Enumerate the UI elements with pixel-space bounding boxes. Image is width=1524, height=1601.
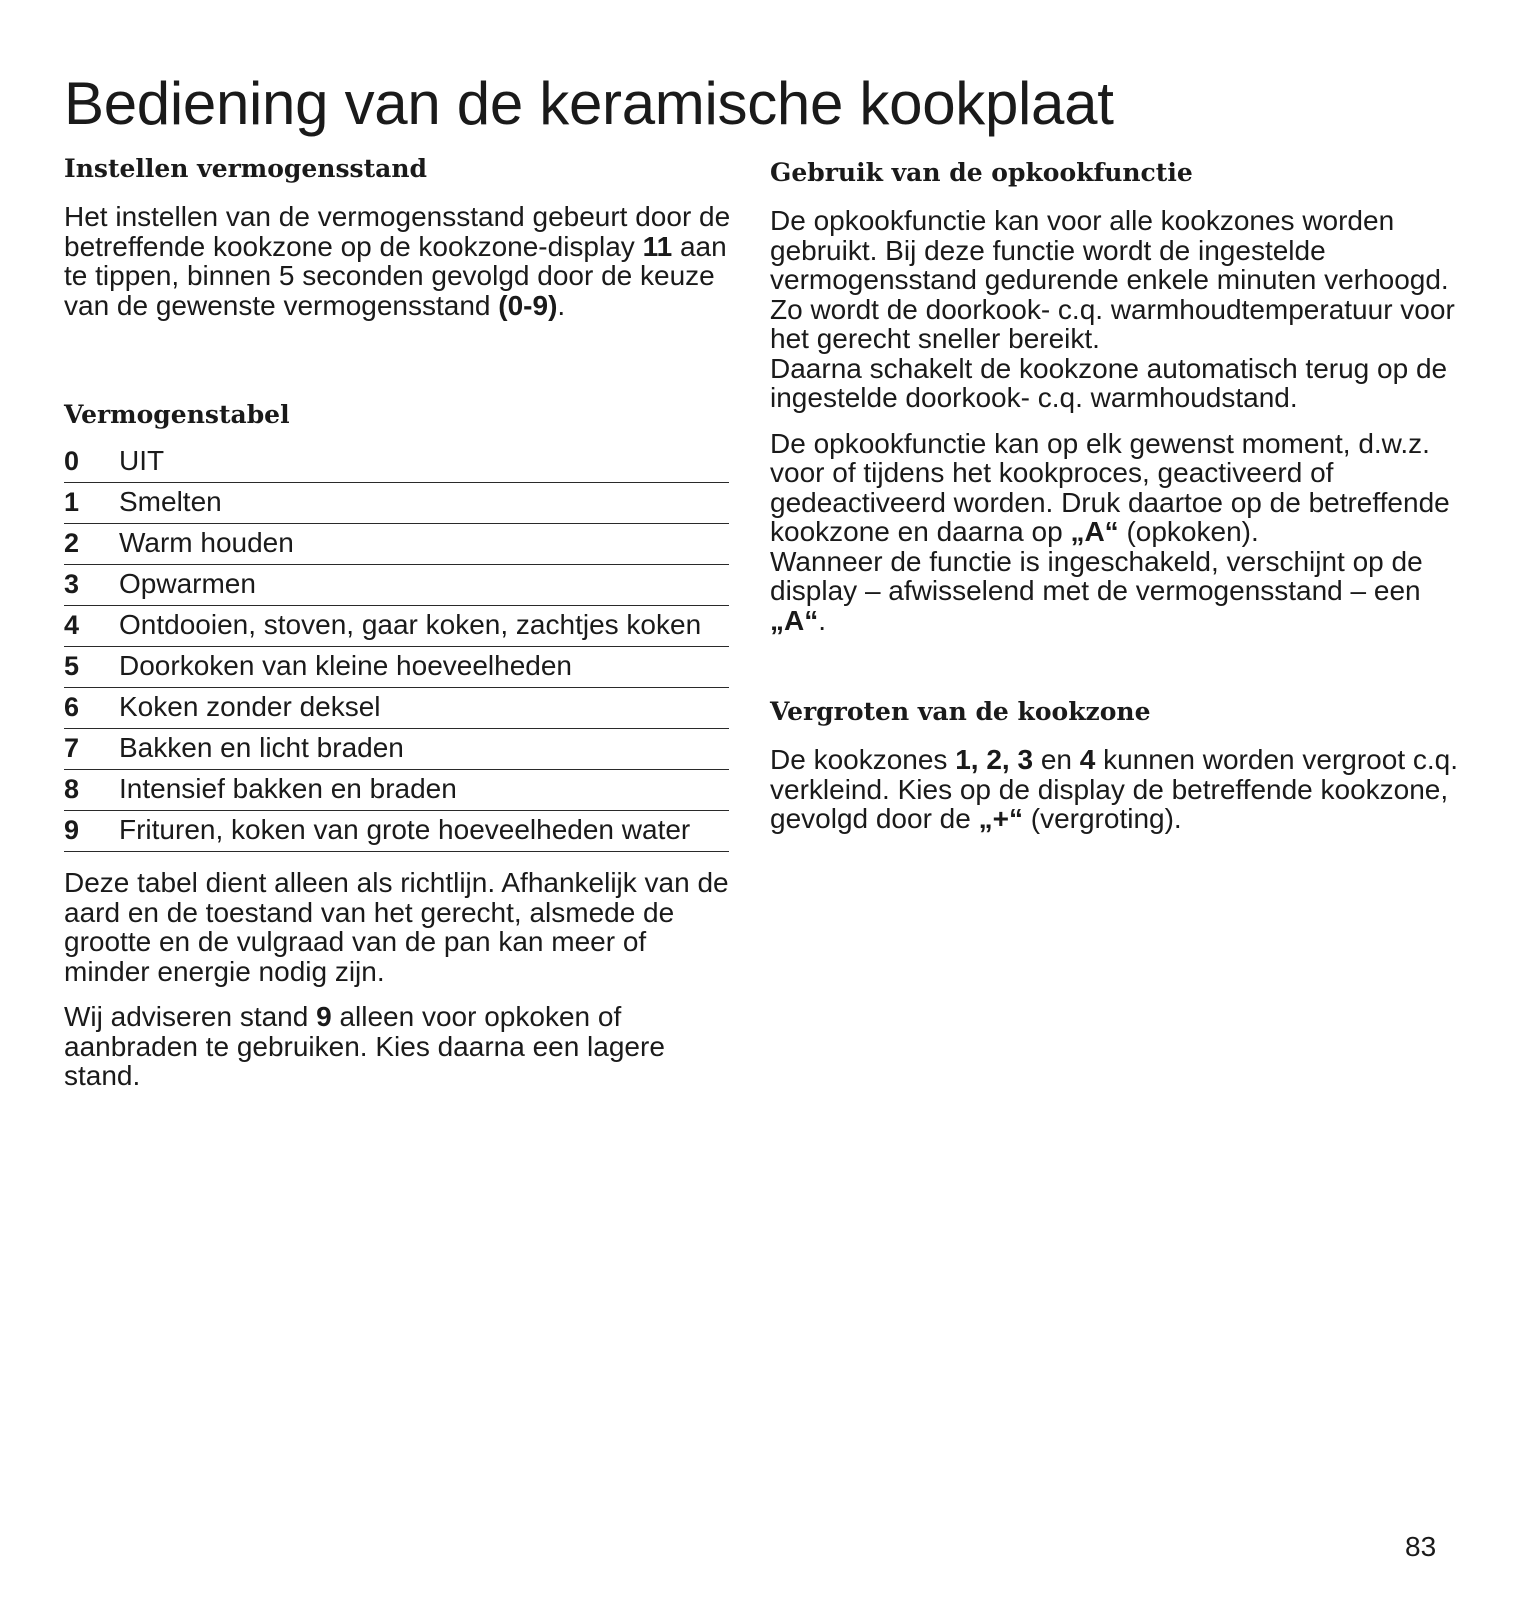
- left-column: [64, 152, 734, 1091]
- row-description: Intensief bakken en braden: [119, 773, 457, 804]
- row-description: Koken zonder deksel: [119, 691, 381, 722]
- power-table: [64, 442, 729, 852]
- table-row: [64, 442, 729, 483]
- row-level-number: 8: [64, 774, 80, 804]
- row-description: Opwarmen: [119, 568, 256, 599]
- table-row: [64, 524, 729, 565]
- opkook-paragraph-2: Zo wordt de doorkook- c.q. warmhoudtemperatuur voor het gerecht sneller bereikt.: [770, 293, 1455, 354]
- heading-instellen: Instellen vermogensstand: [64, 154, 428, 183]
- row-level-number: 5: [64, 651, 80, 681]
- heading-vergroten: Vergroten van de kookzone: [770, 697, 1151, 726]
- table-row: [64, 606, 729, 647]
- row-description: Doorkoken van kleine hoeveelheden: [119, 650, 572, 681]
- row-level-number: 6: [64, 692, 80, 722]
- instellen-paragraph: Het instellen van de vermogensstand gebeurt door de betreffende kookzone op de kookzone-display 11 aan te tippen, binnen 5 seconden gevolgd door de keuze van de gewenste vermogensstand (0-9).: [64, 201, 731, 321]
- opkook-paragraph-4: De opkookfunctie kan op elk gewenst moment, d.w.z. voor of tijdens het kookproces, geactiveerd of gedeactiveerd worden. Druk daartoe op de betreffende kookzone en daarna op „A“ (opkoken).: [770, 427, 1450, 547]
- row-description: Warm houden: [119, 527, 294, 558]
- row-level-number: 3: [64, 569, 80, 599]
- page-title: Bediening van de keramische kookplaat: [64, 70, 1114, 137]
- row-description: Ontdooien, stoven, gaar koken, zachtjes koken: [119, 609, 702, 640]
- row-level-number: 7: [64, 733, 80, 763]
- right-column: [770, 156, 1460, 834]
- table-note: Deze tabel dient alleen als richtlijn. Afhankelijk van de aard en de toestand van het gerecht, alsmede de grootte en de vulgraad van de pan kan meer of minder energie nodig zijn.: [64, 867, 729, 987]
- row-description: UIT: [119, 445, 165, 476]
- table-row: [64, 729, 729, 770]
- heading-opkookfunctie: Gebruik van de opkookfunctie: [770, 158, 1193, 187]
- table-row: [64, 483, 729, 524]
- opkook-paragraph-5: Wanneer de functie is ingeschakeld, verschijnt op de display – afwisselend met de vermogensstand – een „A“.: [770, 545, 1423, 636]
- row-level-number: 2: [64, 528, 80, 558]
- row-level-number: 4: [64, 610, 80, 640]
- row-description: Smelten: [119, 486, 222, 517]
- row-level-number: 0: [64, 446, 80, 476]
- table-row: [64, 770, 729, 811]
- table-row: [64, 811, 729, 852]
- row-description: Bakken en licht braden: [119, 732, 404, 763]
- table-row: [64, 688, 729, 729]
- table-row: [64, 647, 729, 688]
- row-level-number: 1: [64, 487, 80, 517]
- row-description: Frituren, koken van grote hoeveelheden water: [119, 814, 691, 845]
- table-row: [64, 565, 729, 606]
- opkook-paragraph-1: De opkookfunctie kan voor alle kookzones worden gebruikt. Bij deze functie wordt de ingestelde vermogensstand gedurende enkele minuten verhoogd.: [770, 205, 1449, 295]
- page-number: 83: [1405, 1531, 1437, 1562]
- vergroten-paragraph: De kookzones 1, 2, 3 en 4 kunnen worden vergroot c.q. verkleind. Kies op de display de betreffende kookzone, gevolgd door de „+“ (vergroting).: [770, 744, 1459, 834]
- opkook-paragraph-3: Daarna schakelt de kookzone automatisch terug op de ingestelde doorkook- c.q. warmhoudstand.: [770, 352, 1448, 413]
- row-level-number: 9: [64, 815, 80, 845]
- advice-paragraph: Wij adviseren stand 9 alleen voor opkoken of aanbraden te gebruiken. Kies daarna een lagere stand.: [64, 1001, 665, 1091]
- heading-vermogenstabel: Vermogenstabel: [64, 400, 290, 429]
